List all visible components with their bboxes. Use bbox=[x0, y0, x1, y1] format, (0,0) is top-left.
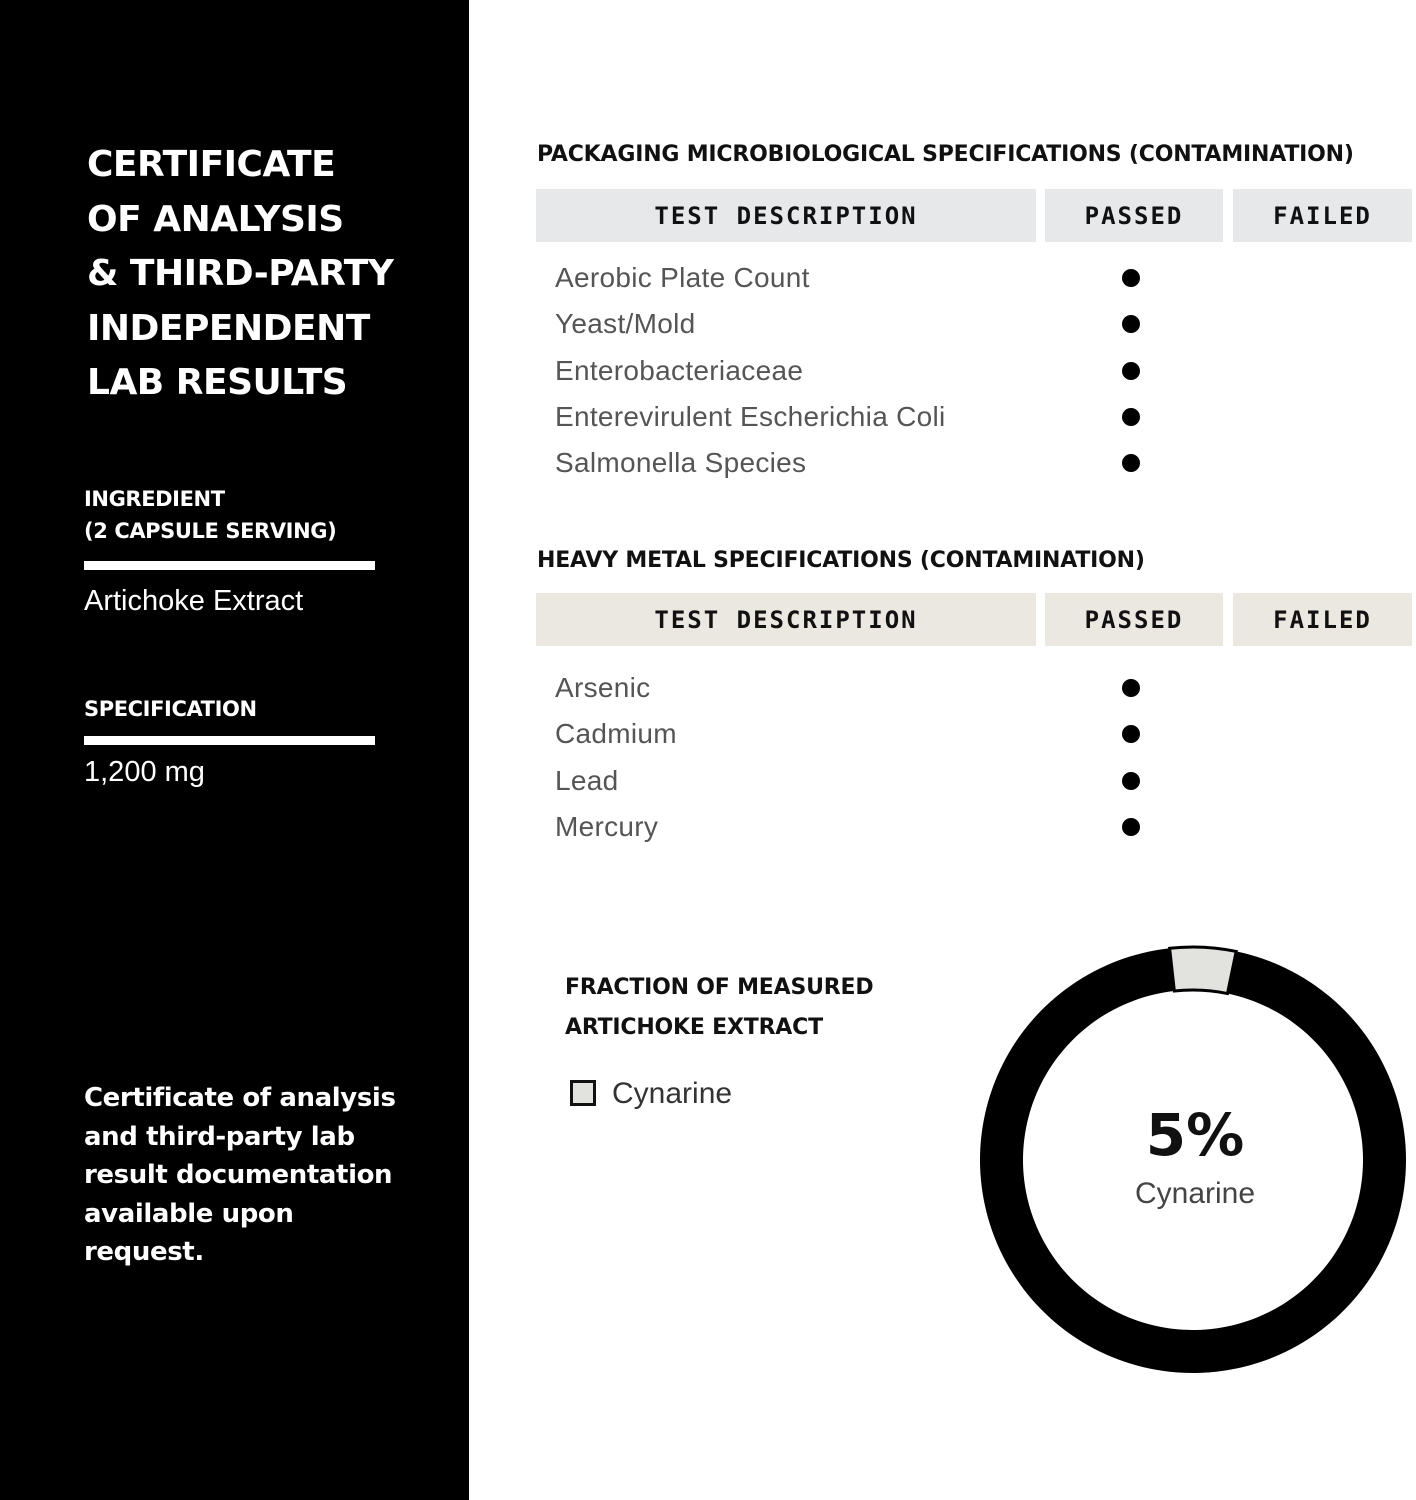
specification-value: 1,200 mg bbox=[84, 756, 205, 788]
note-line: result documentation bbox=[84, 1160, 393, 1190]
note-line: and third-party lab bbox=[84, 1121, 355, 1152]
table-row bbox=[555, 668, 1355, 708]
table-row bbox=[555, 351, 1355, 391]
header-passed: PASSED bbox=[1045, 189, 1223, 242]
fraction-title-line: FRACTION OF MEASURED bbox=[565, 975, 874, 1000]
test-name: Arsenic bbox=[555, 672, 651, 703]
title-line: LAB RESULTS bbox=[87, 362, 348, 403]
test-name: Salmonella Species bbox=[555, 447, 807, 478]
passed-indicator bbox=[1122, 725, 1140, 743]
note-line: request. bbox=[84, 1237, 204, 1267]
test-name: Lead bbox=[555, 765, 619, 796]
test-name: Enterobacteriaceae bbox=[555, 355, 804, 386]
test-name: Mercury bbox=[555, 811, 659, 842]
heavy-metal-header-row bbox=[536, 593, 1412, 646]
specification-divider bbox=[84, 736, 375, 745]
microbiological-header-row bbox=[536, 189, 1412, 242]
test-name: Cadmium bbox=[555, 718, 677, 749]
donut-center-value: 5% bbox=[1145, 1101, 1245, 1169]
certificate-title bbox=[87, 138, 447, 411]
fraction-title-line: ARTICHOKE EXTRACT bbox=[565, 1015, 823, 1040]
donut-center-label: Cynarine bbox=[1134, 1177, 1256, 1210]
table-row bbox=[555, 397, 1355, 437]
table-row bbox=[555, 807, 1355, 847]
table-row bbox=[555, 714, 1355, 754]
donut-slice-cynarine bbox=[1170, 947, 1237, 994]
test-name: Yeast/Mold bbox=[555, 308, 696, 339]
passed-indicator bbox=[1122, 818, 1140, 836]
ingredient-value: Artichoke Extract bbox=[84, 585, 304, 617]
specification-label-line: SPECIFICATION bbox=[84, 697, 257, 721]
legend-swatch bbox=[570, 1080, 596, 1106]
passed-indicator bbox=[1122, 315, 1140, 333]
test-name: Enterevirulent Escherichia Coli bbox=[555, 401, 946, 432]
availability-note bbox=[84, 1079, 424, 1272]
header-passed: PASSED bbox=[1045, 593, 1223, 646]
test-name: Aerobic Plate Count bbox=[555, 262, 810, 293]
specification-label bbox=[84, 693, 257, 725]
table-row bbox=[555, 761, 1355, 801]
table-row bbox=[555, 304, 1355, 344]
title-line: CERTIFICATE bbox=[87, 144, 336, 185]
title-line: INDEPENDENT bbox=[87, 307, 370, 349]
header-failed: FAILED bbox=[1233, 189, 1412, 242]
passed-indicator bbox=[1122, 362, 1140, 380]
passed-indicator bbox=[1122, 269, 1140, 287]
header-test-description: TEST DESCRIPTION bbox=[536, 593, 1036, 646]
passed-indicator bbox=[1122, 408, 1140, 426]
heavy-metal-title: HEAVY METAL SPECIFICATIONS (CONTAMINATION) bbox=[537, 548, 1145, 573]
ingredient-label-line: INGREDIENT bbox=[84, 487, 225, 511]
note-line: Certificate of analysis bbox=[84, 1083, 396, 1113]
ingredient-label bbox=[84, 483, 336, 547]
legend-label: Cynarine bbox=[612, 1077, 733, 1110]
passed-indicator bbox=[1122, 679, 1140, 697]
fraction-title bbox=[565, 968, 873, 1048]
header-failed: FAILED bbox=[1233, 593, 1412, 646]
title-line: OF ANALYSIS bbox=[87, 198, 344, 240]
ingredient-divider bbox=[84, 561, 375, 570]
microbiological-title: PACKAGING MICROBIOLOGICAL SPECIFICATIONS (CONTAMINATION) bbox=[537, 142, 1354, 167]
title-line: & THIRD-PARTY bbox=[87, 253, 394, 294]
header-test-description: TEST DESCRIPTION bbox=[536, 189, 1036, 242]
passed-indicator bbox=[1122, 454, 1140, 472]
sidebar bbox=[0, 0, 469, 1500]
table-row bbox=[555, 443, 1355, 483]
ingredient-label-line: (2 CAPSULE SERVING) bbox=[84, 519, 337, 543]
passed-indicator bbox=[1122, 772, 1140, 790]
note-line: available upon bbox=[84, 1198, 294, 1229]
table-row bbox=[555, 258, 1355, 298]
